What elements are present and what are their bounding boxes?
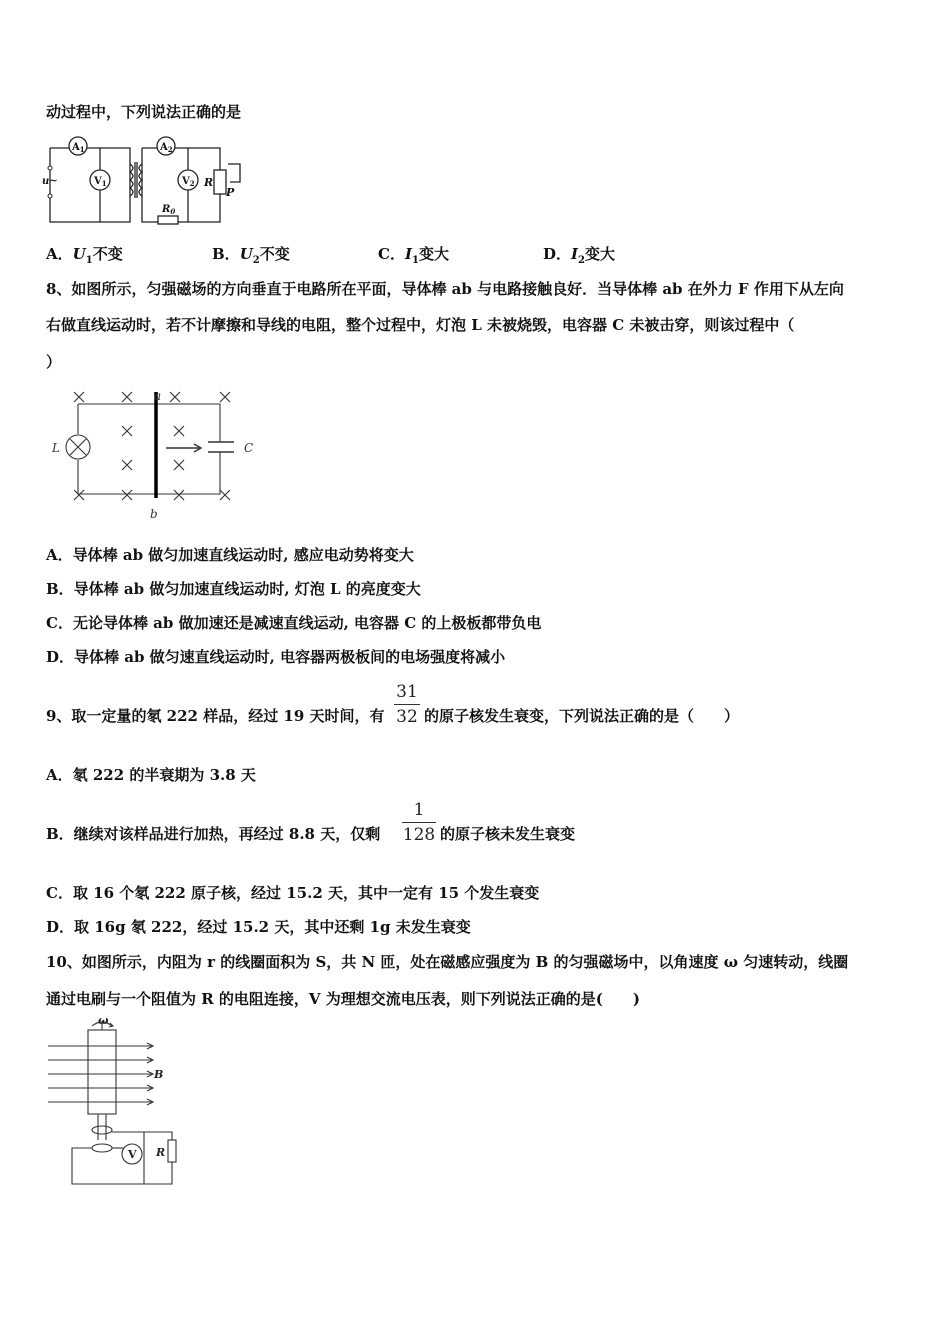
svg-text:u~: u~ xyxy=(42,176,58,187)
svg-text:L: L xyxy=(52,441,60,455)
q8-magnetic-field-diagram xyxy=(44,386,264,526)
q8-stem-line2: 右做直线运动时，若不计摩擦和导线的电阻，整个过程中，灯泡 L 未被烧毁，电容器 C 未被击穿，则该过程中（ xyxy=(46,316,795,334)
q8-stem-line3: ） xyxy=(46,353,62,371)
svg-text:R: R xyxy=(156,1146,166,1159)
svg-text:P: P xyxy=(226,186,235,199)
q10-generator-diagram xyxy=(44,1014,194,1190)
q9-option-c[interactable]: C．取 16 个氡 222 原子核，经过 15.2 天，其中一定有 15 个发生衰变 xyxy=(46,884,540,902)
q8-option-a[interactable]: A．导体棒 ab 做匀加速直线运动时, 感应电动势将变大 xyxy=(46,546,414,564)
q8-stem-line1: 8、如图所示，匀强磁场的方向垂直于电路所在平面，导体棒 ab 与电路接触良好．当导体棒 ab 在外力 F 作用下从左向 xyxy=(46,280,844,298)
svg-text:A1: $A_1$ xyxy=(72,142,85,154)
svg-text:ω: ω xyxy=(98,1014,109,1027)
svg-text:V: V xyxy=(128,1148,137,1161)
q7-option-c[interactable]: C．$I_1$变大 xyxy=(378,245,449,266)
q8-option-c[interactable]: C．无论导体棒 ab 做加速还是减速直线运动, 电容器 C 的上极板都带负电 xyxy=(46,614,542,632)
q9-stem-after: 的原子核发生衰变，下列说法正确的是（ ） xyxy=(424,707,740,725)
q9-stem-before: 9、取一定量的氡 222 样品，经过 19 天时间，有 xyxy=(46,707,385,725)
q7-intro: 动过程中，下列说法正确的是 xyxy=(46,103,242,121)
q7-circuit-diagram xyxy=(44,134,244,224)
svg-text:C: C xyxy=(244,441,254,455)
q7-option-d[interactable]: D．$I_2$变大 xyxy=(543,245,616,266)
q9-fraction: 31 32 xyxy=(394,682,420,727)
q9-option-b-fraction: 1 128 xyxy=(402,800,436,845)
q9-option-b-after: 的原子核未发生衰变 xyxy=(440,825,576,843)
svg-text:R: R xyxy=(204,176,214,189)
q9-option-d[interactable]: D．取 16g 氡 222，经过 15.2 天，其中还剩 1g 未发生衰变 xyxy=(46,918,471,936)
svg-text:V2: $V_2$ xyxy=(182,176,195,188)
svg-text:R0: $R_0$ xyxy=(162,204,176,216)
q9-option-a[interactable]: A．氡 222 的半衰期为 3.8 天 xyxy=(46,766,256,784)
svg-text:B: B xyxy=(154,1068,164,1081)
q10-stem-line1: 10、如图所示，内阻为 r 的线圈面积为 S，共 N 匝，处在磁感应强度为 B 的匀强磁场中，以角速度 ω 匀速转动，线圈 xyxy=(46,953,849,971)
q7-option-a[interactable]: A．$U_1$不变 xyxy=(46,245,123,266)
q8-option-b[interactable]: B．导体棒 ab 做匀加速直线运动时, 灯泡 L 的亮度变大 xyxy=(46,580,421,598)
svg-text:A2: $A_2$ xyxy=(160,142,173,154)
q9-option-b[interactable]: B．继续对该样品进行加热，再经过 8.8 天，仅剩 xyxy=(46,825,381,843)
svg-text:V1: $V_1$ xyxy=(94,176,107,188)
q10-stem-line2: 通过电刷与一个阻值为 R 的电阻连接，V 为理想交流电压表，则下列说法正确的是( ) xyxy=(46,990,640,1008)
svg-text:b: b xyxy=(150,507,158,521)
q8-option-d[interactable]: D．导体棒 ab 做匀速直线运动时, 电容器两极板间的电场强度将减小 xyxy=(46,648,506,666)
svg-text:a: a xyxy=(154,389,162,403)
q7-option-b[interactable]: B．$U_2$不变 xyxy=(212,245,290,266)
